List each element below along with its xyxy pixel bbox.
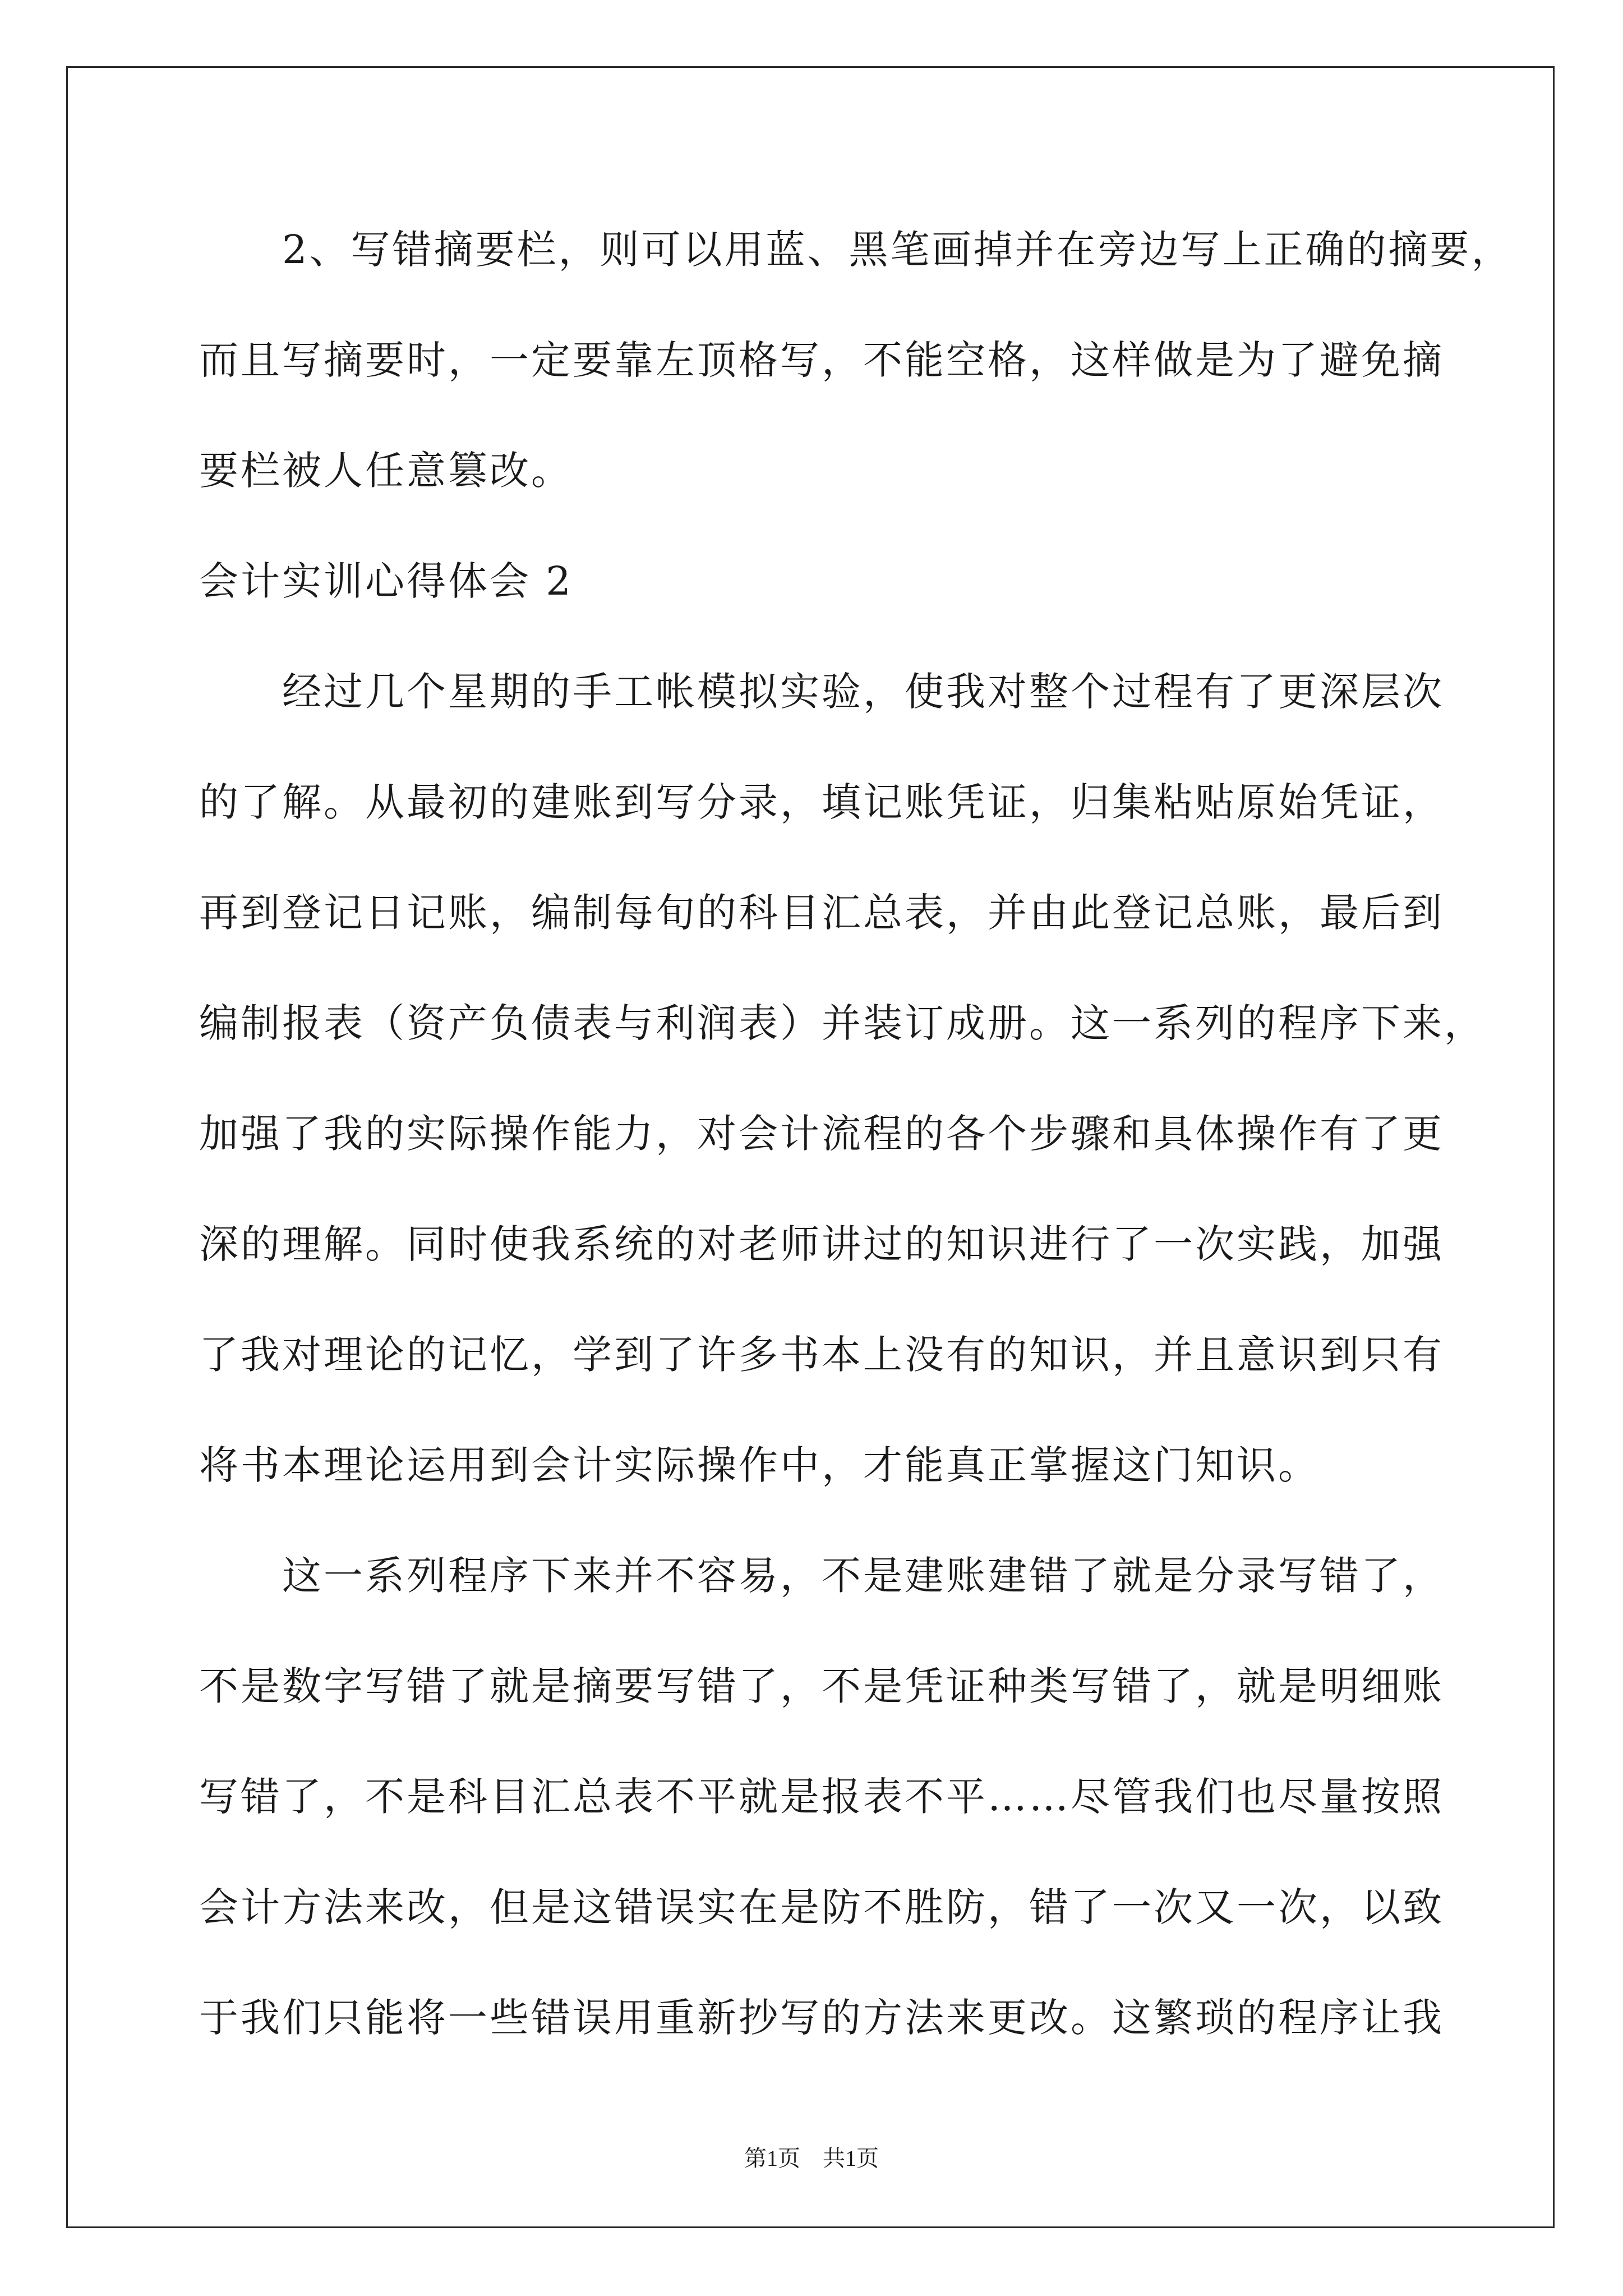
- paragraph-line: 写错了，不是科目汇总表不平就是报表不平……尽管我们也尽量按照: [199, 1774, 1444, 1820]
- paragraph-line: 经过几个星期的手工帐模拟实验，使我对整个过程有了更深层次: [282, 669, 1444, 715]
- paragraph-line: 2、写错摘要栏，则可以用蓝、黑笔画掉并在旁边写上正确的摘要，: [282, 227, 1513, 273]
- paragraph-line: 要栏被人任意篡改。: [199, 448, 573, 494]
- paragraph-line: 深的理解。同时使我系统的对老师讲过的知识进行了一次实践，加强: [199, 1221, 1444, 1267]
- paragraph-line: 加强了我的实际操作能力，对会计流程的各个步骤和具体操作有了更: [199, 1111, 1444, 1157]
- paragraph-line: 于我们只能将一些错误用重新抄写的方法来更改。这繁琐的程序让我: [199, 1995, 1444, 2041]
- paragraph-line: 会计方法来改，但是这错误实在是防不胜防，错了一次又一次，以致: [199, 1884, 1444, 1930]
- paragraph-line: 将书本理论运用到会计实际操作中，才能真正掌握这门知识。: [199, 1442, 1320, 1488]
- paragraph-line: 的了解。从最初的建账到写分录，填记账凭证，归集粘贴原始凭证，: [199, 779, 1444, 825]
- paragraph-line: 这一系列程序下来并不容易，不是建账建错了就是分录写错了，: [282, 1553, 1444, 1599]
- paragraph-line: 编制报表（资产负债表与利润表）并装订成册。这一系列的程序下来，: [199, 1000, 1486, 1046]
- paragraph-line: 而且写摘要时，一定要靠左顶格写，不能空格，这样做是为了避免摘: [199, 337, 1444, 383]
- paragraph-line: 了我对理论的记忆，学到了许多书本上没有的知识，并且意识到只有: [199, 1332, 1444, 1378]
- section-heading: 会计实训心得体会 2: [199, 558, 573, 604]
- paragraph-line: 不是数字写错了就是摘要写错了，不是凭证种类写错了，就是明细账: [199, 1663, 1444, 1709]
- page-footer: 第1页 共1页: [744, 2146, 879, 2171]
- paragraph-line: 再到登记日记账，编制每旬的科目汇总表，并由此登记总账，最后到: [199, 890, 1444, 936]
